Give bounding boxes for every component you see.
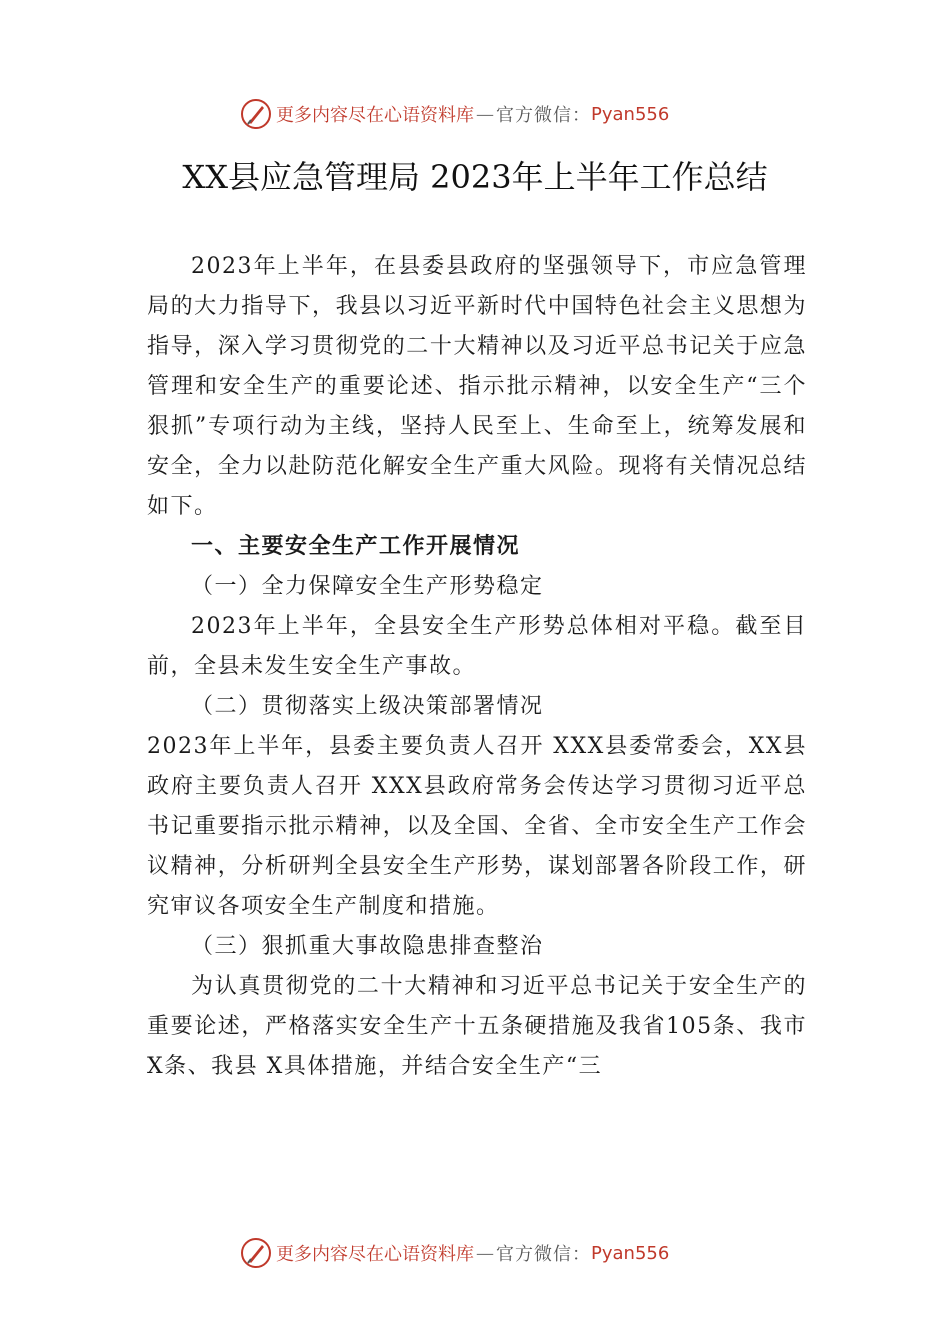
banner-text: 更多内容尽在心语资料库: [276, 105, 474, 126]
quill-logo-icon: [240, 1237, 272, 1269]
subsection-heading-1: （一）全力保障安全生产形势稳定: [191, 574, 544, 599]
banner-dash: —: [476, 103, 494, 125]
wechat-label: 官方微信：: [496, 105, 591, 126]
header-watermark-banner: [240, 96, 669, 132]
subsection-heading-3: （三）狠抓重大事故隐患排查整治: [191, 934, 544, 959]
banner-text: 更多内容尽在心语资料库: [276, 1244, 474, 1265]
banner-dash: —: [476, 1242, 494, 1264]
intro-paragraph: 2023年上半年，在县委县政府的坚强领导下，市应急管理局的大力指导下，我县以习近平新时代中国特色社会主义思想为指导，深入学习贯彻党的二十大精神以及习近平总书记关于应急管理和安全生产的重要论述、指示批示精神，以安全生产“三个狠抓”专项行动为主线，坚持人民至上、生命至上，统筹发展和安全，全力以赴防范化解安全生产重大风险。现将有关情况总结如下。: [147, 254, 807, 519]
subsection-paragraph-2: 2023年上半年，县委主要负责人召开 XXX县委常委会，XX县政府主要负责人召开 XXX县政府常务会传达学习贯彻习近平总书记重要指示批示精神，以及全国、全省、全市安全生产工作会议精神，分析研判全县安全生产形势，谋划部署各阶段工作，研究审议各项安全生产制度和措施。: [147, 734, 807, 919]
footer-watermark-banner: [240, 1235, 669, 1271]
document-body: [147, 247, 807, 1087]
wechat-id: Pyan556: [591, 103, 670, 125]
document-title: XX县应急管理局 2023年上半年工作总结: [182, 158, 768, 196]
subsection-heading-2: （二）贯彻落实上级决策部署情况: [191, 694, 544, 719]
wechat-label: 官方微信：: [496, 1244, 591, 1265]
quill-logo-icon: [240, 98, 272, 130]
wechat-id: Pyan556: [591, 1242, 670, 1264]
subsection-paragraph-3: 为认真贯彻党的二十大精神和习近平总书记关于安全生产的重要论述，严格落实安全生产十五条硬措施及我省105条、我市 X条、我县 X具体措施，并结合安全生产“三: [147, 974, 807, 1079]
section-heading-1: 一、主要安全生产工作开展情况: [191, 534, 521, 559]
subsection-paragraph-1: 2023年上半年，全县安全生产形势总体相对平稳。截至目前，全县未发生安全生产事故。: [147, 614, 807, 679]
